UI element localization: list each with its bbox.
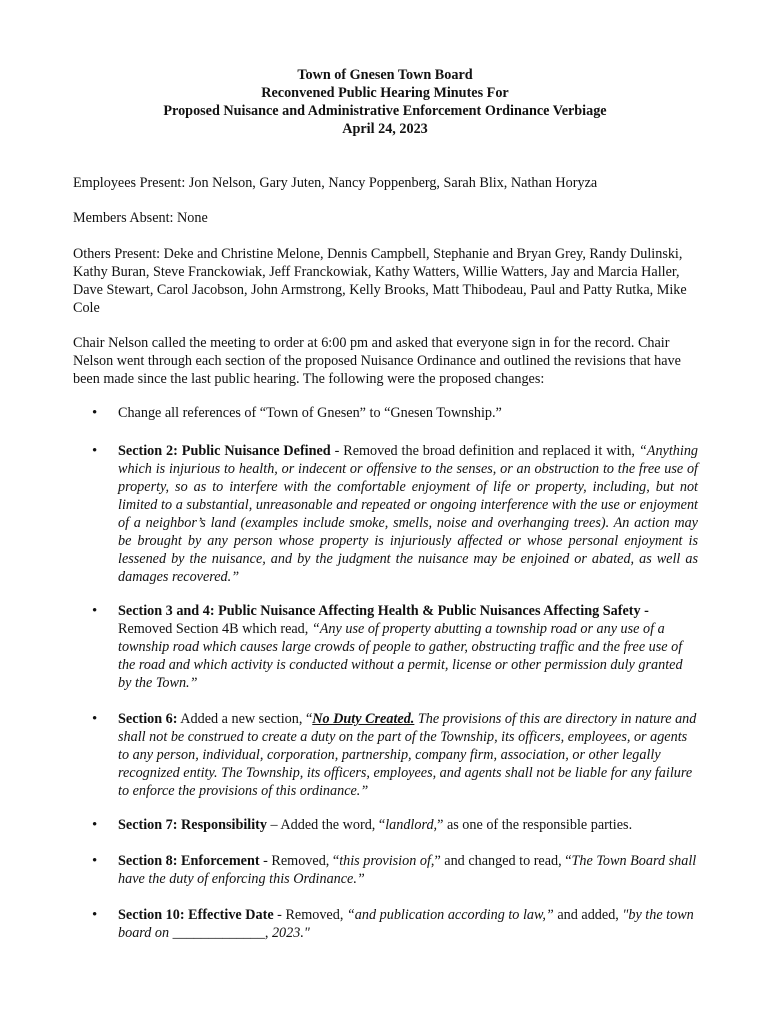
- section-heading: Section 10: Effective Date: [118, 907, 274, 923]
- change-description-end: ” as one of the responsible parties.: [437, 817, 633, 833]
- quoted-text: this provision of: [339, 853, 431, 869]
- bullet-icon: •: [92, 603, 98, 619]
- section-heading: Section 3 and 4: Public Nuisance Affecting Health & Public Nuisances Affecting Safety: [118, 603, 641, 619]
- quoted-text: “Any use of property abutting a township road or any use of a township road which causes large crowds of people to gather, obstructing traffic and the free use of the road and which activity is conducted without a permit, license or other permission duly granted by the Town.”: [118, 621, 683, 691]
- bullet-icon: •: [92, 405, 98, 421]
- change-description: Added a new section, “: [177, 711, 313, 727]
- quoted-text: “Anything which is injurious to health, or indecent or offensive to the senses, or an obstruction to the free use of property, so as to interfere with the comfortable enjoyment of life or property, including, but not limited to a substantial, unreasonable and repeated or ongoing interference with the use or enjoyment of a neighbor’s land (examples include smoke, smells, noise and overhanging trees). An action may be brought by any person whose property is injuriously affected or whose personal enjoyment is lessened by the nuisance, and by the judgment the nuisance may be enjoined or abated, as well as damages recovered.”: [118, 443, 699, 585]
- change-description: - Removed,: [273, 907, 347, 923]
- title-line-2: Reconvened Public Hearing Minutes For: [261, 85, 509, 101]
- section-heading: Section 6:: [118, 711, 178, 727]
- change-text: [118, 906, 698, 942]
- bullet-icon: •: [92, 817, 98, 833]
- title-line-1: Town of Gnesen Town Board: [297, 67, 473, 83]
- quoted-text: “and publication according to law,”: [346, 907, 554, 923]
- bullet-icon: •: [92, 711, 98, 727]
- meeting-intro: Chair Nelson called the meeting to order at 6:00 pm and asked that everyone sign in for the record. Chair Nelson went through each section of the proposed Nuisance Ordinance and outlined the revisions that have been made since the last public hearing. The following were the proposed changes:: [73, 335, 681, 387]
- change-description: – Added the word, “: [266, 817, 386, 833]
- change-text: [118, 710, 698, 800]
- quoted-text: The provisions of this are directory in nature and shall not be construed to create a duty on the part of the Township, its officers, employees, or agents to any person, individual, corporation, partnership, company firm, association, or other legally recognized entity. The Township, its officers, employees, and agents shall not be liable for any failure to enforce the provisions of this ordinance.”: [118, 711, 697, 799]
- change-description: - Removed the broad definition and replaced it with,: [330, 443, 639, 459]
- employees-present: Employees Present: Jon Nelson, Gary Juten, Nancy Poppenberg, Sarah Blix, Nathan Horyza: [73, 175, 598, 191]
- change-text: [118, 442, 698, 586]
- title-line-3: Proposed Nuisance and Administrative Enforcement Ordinance Verbiage: [163, 103, 607, 119]
- quoted-text: landlord,: [385, 817, 438, 833]
- change-text: [118, 816, 698, 834]
- title-date: April 24, 2023: [342, 121, 428, 137]
- change-text: Change all references of “Town of Gnesen” to “Gnesen Township.”: [118, 405, 502, 421]
- heading-suffix: -: [640, 603, 649, 619]
- members-absent: Members Absent: None: [73, 210, 208, 226]
- others-present: Others Present: Deke and Christine Melone, Dennis Campbell, Stephanie and Bryan Grey, Randy Dulinski, Kathy Buran, Steve Franckowiak, Jeff Franckowiak, Kathy Watters, Willie Watters, Jay and Marcia Haller, Dave Stewart, Carol Jacobson, John Armstrong, Kelly Brooks, Matt Thibodeau, Paul and Patty Rutka, Mike Cole: [73, 246, 687, 316]
- change-description: - Removed, “: [259, 853, 340, 869]
- bullet-icon: •: [92, 853, 98, 869]
- section-heading: Section 7: Responsibility: [118, 817, 267, 833]
- section-heading: Section 2: Public Nuisance Defined: [118, 443, 331, 459]
- bullet-icon: •: [92, 907, 98, 923]
- quoted-text-2: "by the town board on _____________, 2023.": [118, 907, 694, 941]
- quoted-text-2: The Town Board shall have the duty of enforcing this Ordinance.”: [118, 853, 697, 887]
- emphasized-title: No Duty Created.: [312, 711, 415, 727]
- bullet-icon: •: [92, 443, 98, 459]
- change-description-mid: ,” and changed to read, “: [430, 853, 572, 869]
- document-title: [0, 66, 770, 138]
- change-description: Removed Section 4B which read,: [118, 621, 312, 637]
- change-description-mid: and added,: [553, 907, 623, 923]
- change-text: [118, 852, 698, 888]
- section-heading: Section 8: Enforcement: [118, 853, 260, 869]
- change-text: [118, 602, 698, 692]
